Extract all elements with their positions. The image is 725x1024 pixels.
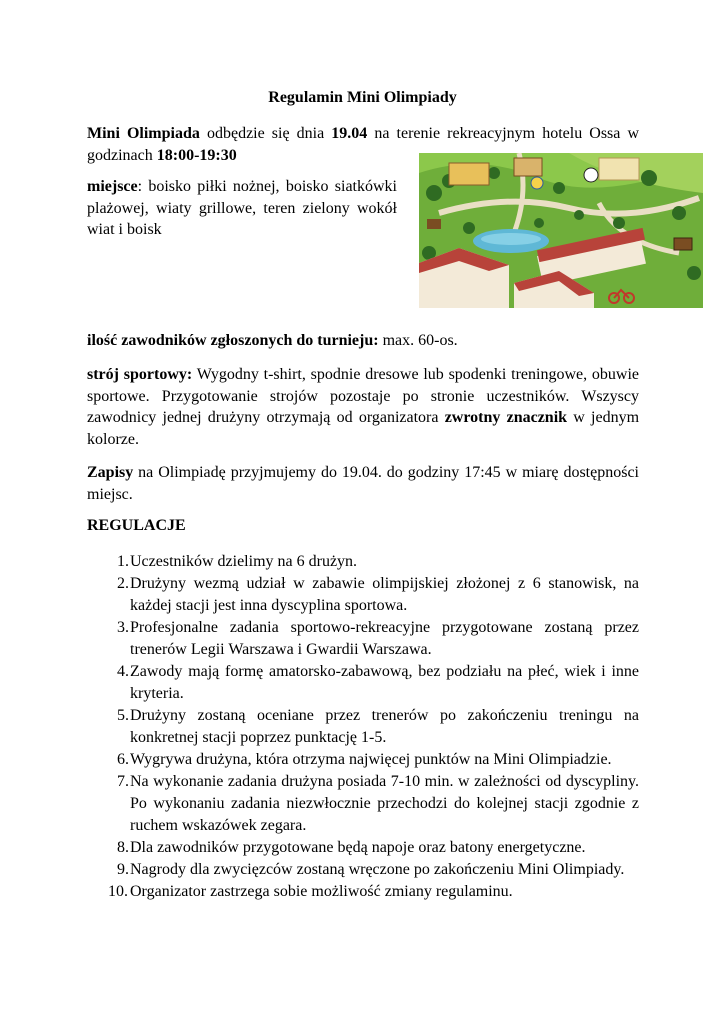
list-item-number: 4. — [117, 663, 129, 680]
list-item-text: Zawody mają formę amatorsko-zabawową, bez podziału na płeć, wiek i inne kryteria. — [130, 663, 639, 702]
intro-text-2: na terenie rekreacyjnym hotelu Ossa w godzinach — [87, 125, 640, 164]
list-item-text: Uczestników dzielimy na 6 drużyn. — [130, 553, 358, 570]
count-value: max. 60-os. — [378, 332, 458, 349]
list-item-number: 2. — [117, 575, 129, 592]
list-item-text: Na wykonanie zadania drużyna posiada 7-10 min. w zależności od dyscypliny. Po wykonaniu zadania niezwłocznie przechodzi do kolejnej stacji zgodnie z ruchem wskazówek zegara. — [130, 773, 639, 834]
event-name: Mini Olimpiada — [87, 125, 200, 142]
list-item-text: Drużyny wezmą udział w zabawie olimpijskiej złożonej z 6 stanowisk, na każdej stacji jest inna dyscyplina sportowa. — [130, 575, 639, 614]
regulations-list — [87, 551, 639, 903]
list-item-number: 5. — [117, 707, 129, 724]
list-item — [87, 705, 639, 749]
resort-map-icon — [419, 153, 703, 308]
event-date: 19.04 — [331, 125, 368, 142]
place-paragraph — [87, 176, 397, 241]
list-item — [87, 617, 639, 661]
intro-text-1: odbędzie się dnia — [199, 125, 332, 142]
list-item-text: Organizator zastrzega sobie możliwość zmiany regulaminu. — [130, 883, 513, 900]
participants-count-paragraph — [87, 330, 639, 352]
list-item-number: 7. — [117, 773, 129, 790]
list-item-number: 9. — [117, 861, 129, 878]
list-item-text: Dla zawodników przygotowane będą napoje oraz batony energetyczne. — [130, 839, 586, 856]
outfit-text: Wygodny t-shirt, spodnie dresowe lub spodenki treningowe, obuwie sportowe. Przygotowanie strojów pozostaje po stronie uczestników. Wszyscy zawodnicy jednej drużyny otrzymają od organizatora — [87, 366, 640, 426]
place-text: : boisko piłki nożnej, boisko siatkówki plażowej, wiaty grillowe, teren zielony wokół wiat i boisk — [87, 178, 397, 238]
outfit-paragraph — [87, 364, 639, 450]
list-item — [87, 837, 639, 859]
list-item-number: 6. — [117, 751, 129, 768]
list-item — [87, 661, 639, 705]
list-item — [87, 771, 639, 837]
outfit-marker: zwrotny znacznik — [444, 409, 568, 426]
outfit-label: strój sportowy: — [87, 366, 193, 383]
list-item — [87, 881, 639, 903]
list-item-number: 3. — [117, 619, 129, 636]
list-item-text: Nagrody dla zwycięzców zostaną wręczone po zakończeniu Mini Olimpiady. — [130, 861, 625, 878]
list-item-text: Drużyny zostaną oceniane przez trenerów po zakończeniu treningu na konkretnej stacji poprzez punktację 1-5. — [130, 707, 639, 746]
list-item — [87, 859, 639, 881]
regulations-heading: REGULACJE — [87, 517, 186, 534]
signup-text: na Olimpiadę przyjmujemy do 19.04. do godziny 17:45 w miarę dostępności miejsc. — [87, 464, 639, 503]
list-item — [87, 551, 639, 573]
event-hours: 18:00-19:30 — [156, 146, 237, 164]
list-item-text: Profesjonalne zadania sportowo-rekreacyjne przygotowane zostaną przez trenerów Legii Warszawa i Gwardii Warszawa. — [130, 619, 639, 658]
list-item — [87, 573, 639, 617]
list-item — [87, 749, 639, 771]
page-title: Regulamin Mini Olimpiady — [268, 89, 457, 106]
list-item-number: 8. — [117, 839, 129, 856]
count-label: ilość zawodników zgłoszonych do turnieju: — [87, 332, 379, 349]
place-label: miejsce — [87, 178, 138, 195]
list-item-number: 1. — [117, 553, 129, 570]
signup-label: Zapisy — [87, 464, 134, 481]
outfit-text-end: w jednym kolorze. — [87, 409, 640, 448]
list-item-text: Wygrywa drużyna, która otrzyma najwięcej punktów na Mini Olimpiadzie. — [130, 751, 612, 768]
signup-paragraph — [87, 462, 639, 505]
list-item-number: 10. — [108, 883, 128, 900]
